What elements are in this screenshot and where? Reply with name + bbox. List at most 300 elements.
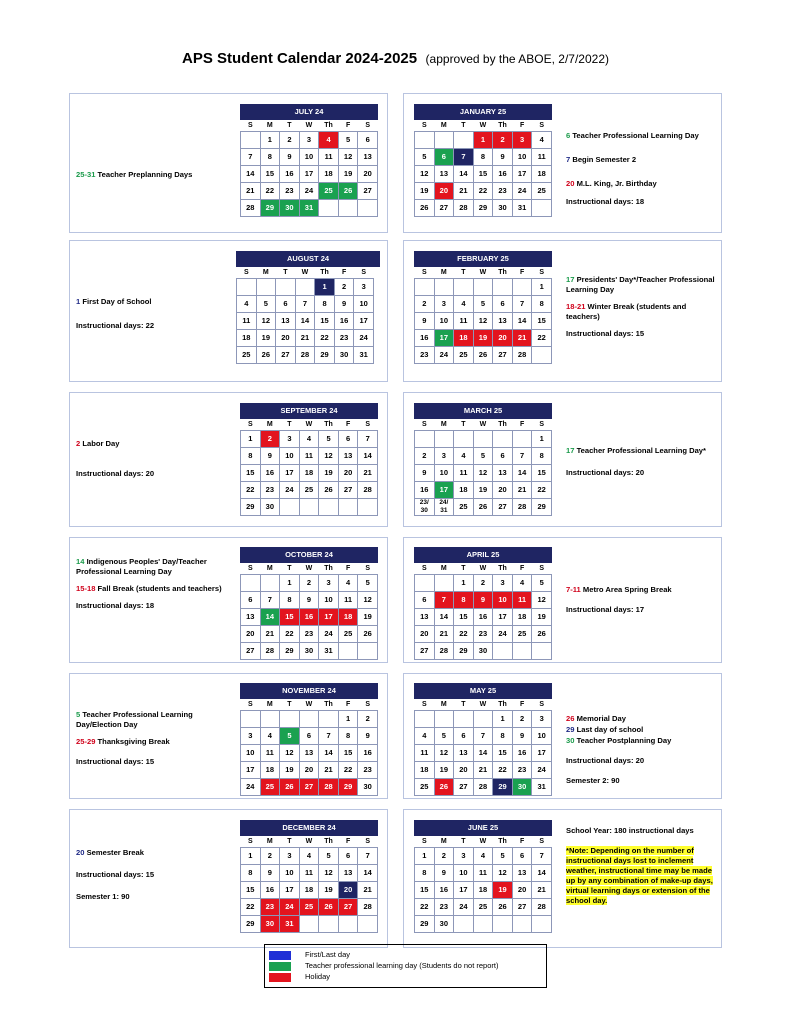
month-calendar-december	[240, 820, 378, 933]
day-cell: 14	[319, 745, 339, 762]
empty-day-cell	[358, 200, 378, 217]
day-cell: 1	[493, 711, 513, 728]
legend-swatch	[269, 951, 291, 960]
empty-day-cell	[532, 347, 552, 364]
day-cell: 5	[434, 728, 454, 745]
empty-day-cell	[415, 711, 435, 728]
day-cell: 16	[358, 745, 378, 762]
makeup-note: *Note: Depending on the number of instructional days lost to inclement weather, instructional time may be made up by any combination of make-up days, virtual learning days or extension of the school day.	[566, 846, 713, 905]
day-cell: 23	[260, 482, 280, 499]
day-cell: 14	[295, 313, 315, 330]
day-cell: 14	[358, 448, 378, 465]
panel-january	[403, 93, 722, 233]
day-cell: 27	[338, 899, 358, 916]
day-cell: 21	[241, 183, 261, 200]
day-cell: 13	[493, 313, 513, 330]
day-cell: 16	[415, 482, 435, 499]
day-cell: 15	[338, 745, 358, 762]
weekday-label: S	[247, 421, 253, 428]
day-cell: 28	[295, 347, 315, 364]
day-cell: 24	[354, 330, 374, 347]
day-cell: 23	[512, 762, 532, 779]
day-cell: 10	[434, 313, 454, 330]
day-cell: 9	[434, 865, 454, 882]
day-cell: 11	[299, 448, 319, 465]
day-cell: 10	[241, 745, 261, 762]
weekday-label: S	[539, 701, 545, 708]
day-cell: 26	[319, 899, 339, 916]
day-cell: 26	[473, 347, 493, 364]
day-cell: 26	[256, 347, 276, 364]
day-cell: 9	[493, 149, 513, 166]
weekday-label: S	[539, 122, 545, 129]
empty-day-cell	[237, 279, 257, 296]
weekday-label: W	[305, 701, 313, 708]
day-cell: 20	[358, 166, 378, 183]
day-cell: 28	[319, 779, 339, 796]
month-header: MARCH 25	[414, 403, 552, 419]
day-cell: 18	[260, 762, 280, 779]
day-cell: 2	[358, 711, 378, 728]
panel-february	[403, 240, 722, 382]
weekday-label: W	[479, 269, 487, 276]
panel-july	[69, 93, 388, 233]
day-cell: 23	[334, 330, 354, 347]
day-cell: 8	[241, 865, 261, 882]
day-cell: 14	[241, 166, 261, 183]
day-cell: 15	[473, 166, 493, 183]
day-cell: 22	[241, 899, 261, 916]
day-cell: 22	[532, 330, 552, 347]
day-cell: 18	[299, 882, 319, 899]
month-header: APRIL 25	[414, 547, 552, 563]
day-cell: 4	[415, 728, 435, 745]
weekday-label: S	[539, 421, 545, 428]
weekday-label: W	[479, 565, 487, 572]
weekday-label: F	[519, 269, 525, 276]
empty-day-cell	[493, 916, 513, 933]
notes-may: 26 Memorial Day 29 Last day of school 30 Teacher Postplanning Day Instructional days: 20 Semester 2: 90	[566, 714, 672, 785]
day-cell: 3	[512, 132, 532, 149]
day-cell: 13	[434, 166, 454, 183]
weekday-label: T	[461, 565, 466, 572]
day-cell: 6	[358, 132, 378, 149]
day-cell: 15	[241, 882, 261, 899]
empty-day-cell	[454, 916, 474, 933]
day-cell: 7	[295, 296, 315, 313]
day-cell: 26	[358, 626, 378, 643]
day-cell: 27	[338, 482, 358, 499]
empty-day-cell	[473, 916, 493, 933]
empty-day-cell	[434, 575, 454, 592]
day-cell: 18	[454, 330, 474, 347]
day-cell: 12	[532, 592, 552, 609]
day-cell: 27	[358, 183, 378, 200]
day-cell: 1	[260, 132, 280, 149]
weekday-label: Th	[498, 421, 507, 428]
empty-day-cell	[434, 711, 454, 728]
day-cell: 7	[473, 728, 493, 745]
calendar-grid	[240, 120, 378, 217]
day-cell: 5	[319, 431, 339, 448]
day-cell: 28	[358, 482, 378, 499]
empty-day-cell	[434, 279, 454, 296]
empty-day-cell	[473, 711, 493, 728]
day-cell: 9	[473, 592, 493, 609]
weekday-label: S	[361, 269, 367, 276]
day-cell: 20	[241, 626, 261, 643]
day-cell: 23	[493, 183, 513, 200]
day-cell: 8	[315, 296, 335, 313]
day-cell: 23	[473, 626, 493, 643]
empty-day-cell	[493, 431, 513, 448]
day-cell: 15	[454, 609, 474, 626]
day-cell: 11	[415, 745, 435, 762]
day-cell: 3	[454, 848, 474, 865]
calendar-grid	[240, 419, 378, 516]
weekday-label: S	[365, 565, 371, 572]
day-cell: 4	[512, 575, 532, 592]
month-calendar-april	[414, 547, 552, 660]
day-cell: 14	[473, 745, 493, 762]
weekday-label: M	[440, 565, 447, 572]
day-cell: 4	[237, 296, 257, 313]
day-cell: 14	[454, 166, 474, 183]
day-cell: 10	[493, 592, 513, 609]
day-cell: 22	[241, 482, 261, 499]
weekday-label: T	[287, 122, 292, 129]
day-cell: 7	[260, 592, 280, 609]
weekday-label: F	[345, 122, 351, 129]
empty-day-cell	[295, 279, 315, 296]
day-cell: 25	[512, 626, 532, 643]
month-calendar-september	[240, 403, 378, 516]
day-cell: 4	[532, 132, 552, 149]
weekday-label: Th	[498, 122, 507, 129]
weekday-label: T	[287, 838, 292, 845]
notes-july: 25-31 Teacher Preplanning Days	[76, 170, 193, 179]
day-cell: 2	[415, 448, 435, 465]
day-cell: 2	[493, 132, 513, 149]
day-cell: 12	[473, 313, 493, 330]
month-calendar-july	[240, 104, 378, 217]
day-cell: 22	[454, 626, 474, 643]
month-header: SEPTEMBER 24	[240, 403, 378, 419]
day-cell: 25	[454, 499, 474, 516]
day-cell: 19	[358, 609, 378, 626]
month-calendar-march	[414, 403, 552, 516]
day-cell: 16	[415, 330, 435, 347]
weekday-label: T	[461, 421, 466, 428]
day-cell: 17	[434, 330, 454, 347]
weekday-label: F	[519, 421, 525, 428]
day-cell: 7	[434, 592, 454, 609]
day-cell: 15	[532, 313, 552, 330]
day-cell: 4	[338, 575, 358, 592]
day-cell: 1	[241, 848, 261, 865]
day-cell: 10	[299, 149, 319, 166]
empty-day-cell	[415, 279, 435, 296]
day-cell: 26	[473, 499, 493, 516]
weekday-label: Th	[324, 421, 333, 428]
weekday-label: S	[421, 701, 427, 708]
weekday-label: S	[365, 122, 371, 129]
day-cell: 17	[319, 609, 339, 626]
day-cell: 8	[338, 728, 358, 745]
weekday-label: T	[287, 421, 292, 428]
month-calendar-may	[414, 683, 552, 796]
day-cell: 2	[280, 132, 300, 149]
day-cell: 10	[512, 149, 532, 166]
day-cell: 24	[280, 482, 300, 499]
weekday-label: S	[539, 838, 545, 845]
calendar-grid	[414, 120, 552, 217]
day-cell: 21	[358, 465, 378, 482]
notes-march: 17 Teacher Professional Learning Day* Instructional days: 20	[566, 446, 706, 477]
day-cell: 22	[415, 899, 435, 916]
day-cell: 12	[473, 465, 493, 482]
weekday-label: T	[283, 269, 288, 276]
day-cell: 15	[241, 465, 261, 482]
day-cell: 28	[358, 899, 378, 916]
day-cell: 16	[334, 313, 354, 330]
notes-september: 2 Labor Day Instructional days: 20	[76, 439, 155, 478]
month-header: JANUARY 25	[414, 104, 552, 120]
day-cell: 1	[473, 132, 493, 149]
weekday-label: M	[266, 701, 273, 708]
day-cell: 28	[512, 347, 532, 364]
weekday-label: T	[287, 565, 292, 572]
weekday-label: Th	[324, 122, 333, 129]
day-cell: 6	[512, 848, 532, 865]
day-cell: 14	[260, 609, 280, 626]
day-cell: 18	[299, 465, 319, 482]
day-cell: 25	[338, 626, 358, 643]
day-cell: 5	[493, 848, 513, 865]
day-cell: 10	[434, 465, 454, 482]
day-cell: 26	[532, 626, 552, 643]
day-cell: 13	[493, 465, 513, 482]
weekday-label: M	[440, 838, 447, 845]
day-cell: 4	[473, 848, 493, 865]
day-cell: 5	[473, 448, 493, 465]
day-cell: 16	[434, 882, 454, 899]
day-cell: 26	[280, 779, 300, 796]
legend-swatch	[269, 962, 291, 971]
month-calendar-june	[414, 820, 552, 933]
calendar-grid	[414, 836, 552, 933]
day-cell: 20	[415, 626, 435, 643]
day-cell: 25	[473, 899, 493, 916]
day-cell: 12	[338, 149, 358, 166]
day-cell: 18	[512, 609, 532, 626]
empty-day-cell	[454, 431, 474, 448]
day-cell: 17	[354, 313, 374, 330]
day-cell: 22	[338, 762, 358, 779]
empty-day-cell	[512, 643, 532, 660]
calendar-grid	[240, 699, 378, 796]
panel-september	[69, 392, 388, 527]
day-cell: 13	[415, 609, 435, 626]
day-cell: 21	[454, 183, 474, 200]
day-cell: 16	[299, 609, 319, 626]
day-cell: 28	[260, 643, 280, 660]
calendar-grid	[240, 836, 378, 933]
day-cell: 21	[295, 330, 315, 347]
notes-december: 20 Semester Break Instructional days: 15 Semester 1: 90	[76, 848, 155, 901]
day-cell: 23/ 30	[415, 499, 435, 516]
day-cell: 29	[241, 916, 261, 933]
empty-day-cell	[532, 916, 552, 933]
day-cell: 31	[354, 347, 374, 364]
empty-day-cell	[338, 643, 358, 660]
weekday-label: S	[247, 701, 253, 708]
empty-day-cell	[512, 279, 532, 296]
weekday-label: Th	[498, 565, 507, 572]
day-cell: 1	[338, 711, 358, 728]
legend-item-professional-learning: Teacher professional learning day (Students do not report)	[269, 961, 498, 971]
empty-day-cell	[473, 279, 493, 296]
day-cell: 13	[338, 448, 358, 465]
day-cell: 30	[358, 779, 378, 796]
calendar-grid	[414, 419, 552, 516]
day-cell: 2	[434, 848, 454, 865]
weekday-label: M	[266, 421, 273, 428]
month-header: AUGUST 24	[236, 251, 380, 267]
day-cell: 22	[473, 183, 493, 200]
empty-day-cell	[299, 711, 319, 728]
weekday-label: S	[421, 269, 427, 276]
day-cell: 11	[454, 465, 474, 482]
day-cell: 2	[334, 279, 354, 296]
day-cell: 18	[319, 166, 339, 183]
day-cell: 3	[354, 279, 374, 296]
day-cell: 1	[532, 431, 552, 448]
day-cell: 30	[512, 779, 532, 796]
day-cell: 2	[299, 575, 319, 592]
day-cell: 24	[532, 762, 552, 779]
day-cell: 17	[454, 882, 474, 899]
day-cell: 10	[454, 865, 474, 882]
day-cell: 27	[493, 347, 513, 364]
day-cell: 12	[415, 166, 435, 183]
empty-day-cell	[319, 200, 339, 217]
day-cell: 24	[319, 626, 339, 643]
day-cell: 13	[241, 609, 261, 626]
day-cell: 5	[280, 728, 300, 745]
day-cell: 11	[237, 313, 257, 330]
day-cell: 12	[319, 448, 339, 465]
day-cell: 27	[415, 643, 435, 660]
weekday-label: M	[440, 701, 447, 708]
day-cell: 3	[299, 132, 319, 149]
day-cell: 27	[299, 779, 319, 796]
empty-day-cell	[493, 279, 513, 296]
weekday-label: M	[440, 421, 447, 428]
day-cell: 29	[338, 779, 358, 796]
month-calendar-october	[240, 547, 378, 660]
day-cell: 28	[512, 499, 532, 516]
day-cell: 11	[299, 865, 319, 882]
weekday-label: S	[365, 838, 371, 845]
weekday-label: S	[247, 838, 253, 845]
weekday-label: M	[440, 122, 447, 129]
weekday-label: F	[519, 565, 525, 572]
weekday-label: F	[345, 701, 351, 708]
day-cell: 25	[260, 779, 280, 796]
day-cell: 11	[454, 313, 474, 330]
day-cell: 9	[299, 592, 319, 609]
day-cell: 22	[260, 183, 280, 200]
day-cell: 10	[280, 448, 300, 465]
day-cell: 24	[299, 183, 319, 200]
empty-day-cell	[319, 711, 339, 728]
day-cell: 31	[299, 200, 319, 217]
day-cell: 1	[415, 848, 435, 865]
day-cell: 24	[280, 899, 300, 916]
day-cell: 15	[280, 609, 300, 626]
month-calendar-august	[236, 251, 380, 364]
empty-day-cell	[454, 279, 474, 296]
day-cell: 24	[512, 183, 532, 200]
legend	[264, 944, 547, 988]
panel-june	[403, 809, 722, 948]
weekday-label: W	[479, 838, 487, 845]
day-cell: 16	[260, 882, 280, 899]
weekday-label: W	[305, 421, 313, 428]
day-cell: 15	[260, 166, 280, 183]
day-cell: 30	[280, 200, 300, 217]
day-cell: 16	[512, 745, 532, 762]
weekday-label: S	[421, 565, 427, 572]
notes-january: 6 Teacher Professional Learning Day 7 Begin Semester 2 20 M.L. King, Jr. Birthday Instructional days: 18	[566, 131, 699, 206]
day-cell: 6	[276, 296, 296, 313]
day-cell: 18	[237, 330, 257, 347]
day-cell: 8	[260, 149, 280, 166]
day-cell: 4	[454, 448, 474, 465]
weekday-label: F	[345, 421, 351, 428]
day-cell: 24	[241, 779, 261, 796]
day-cell: 28	[473, 779, 493, 796]
day-cell: 6	[493, 296, 513, 313]
day-cell: 17	[493, 609, 513, 626]
day-cell: 22	[532, 482, 552, 499]
day-cell: 8	[241, 448, 261, 465]
day-cell: 26	[434, 779, 454, 796]
day-cell: 31	[280, 916, 300, 933]
day-cell: 25	[454, 347, 474, 364]
day-cell: 11	[319, 149, 339, 166]
day-cell: 3	[280, 431, 300, 448]
day-cell: 17	[280, 465, 300, 482]
day-cell: 31	[319, 643, 339, 660]
day-cell: 12	[256, 313, 276, 330]
panel-may	[403, 673, 722, 799]
calendar-grid	[414, 267, 552, 364]
day-cell: 28	[532, 899, 552, 916]
day-cell: 13	[512, 865, 532, 882]
day-cell: 26	[493, 899, 513, 916]
day-cell: 7	[512, 448, 532, 465]
empty-day-cell	[276, 279, 296, 296]
day-cell: 20	[493, 482, 513, 499]
day-cell: 24/ 31	[434, 499, 454, 516]
empty-day-cell	[415, 132, 435, 149]
weekday-label: W	[479, 122, 487, 129]
page-title	[0, 50, 791, 68]
weekday-label: T	[461, 838, 466, 845]
day-cell: 16	[280, 166, 300, 183]
